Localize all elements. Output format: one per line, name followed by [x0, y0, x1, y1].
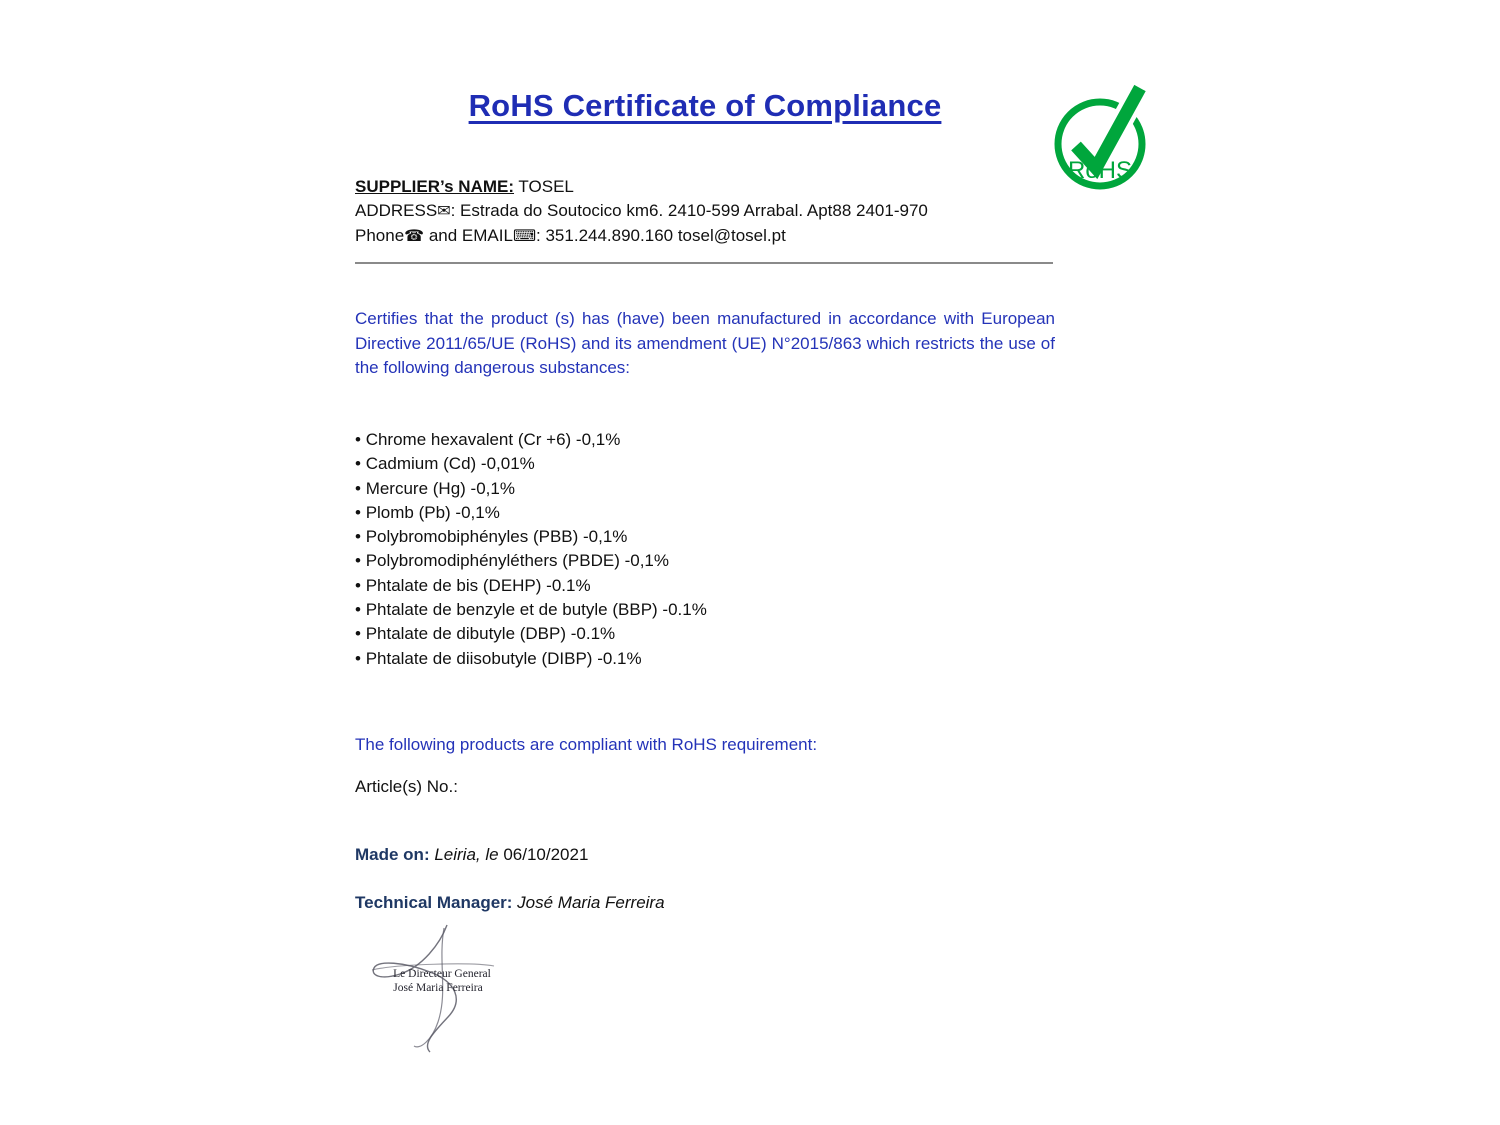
- certifies-paragraph: Certifies that the product (s) has (have) been manufactured in accordance with European Directive 2011/65/UE (RoHS) and its amendment (UE) N°2015/863 which restricts the use of the following dangerous substances:: [355, 309, 1055, 377]
- phone-icon: ☎: [404, 228, 425, 245]
- substance-item: • Mercure (Hg) -0,1%: [355, 477, 1115, 501]
- rohs-check-icon: [1048, 78, 1158, 190]
- substance-item: • Polybromobiphényles (PBB) -0,1%: [355, 525, 1115, 549]
- address-value: : Estrada do Soutocico km6. 2410-599 Arrabal. Apt88 2401-970: [450, 201, 928, 220]
- rohs-logo-label: RoHS: [1067, 157, 1133, 184]
- signature-name-text: José Maria Ferreira: [393, 982, 483, 994]
- substance-item: • Phtalate de bis (DEHP) -0.1%: [355, 574, 1115, 598]
- substance-item: • Chrome hexavalent (Cr +6) -0,1%: [355, 428, 1115, 452]
- signature-block: [352, 922, 552, 1057]
- substance-item: • Plomb (Pb) -0,1%: [355, 501, 1115, 525]
- page-title: RoHS Certificate of Compliance: [468, 88, 942, 123]
- envelope-icon: ✉: [437, 203, 451, 220]
- technical-manager-line: [355, 893, 665, 913]
- substance-item: • Phtalate de benzyle et de butyle (BBP) -0.1%: [355, 598, 1115, 622]
- supplier-name-label: SUPPLIER’s NAME:: [355, 177, 515, 196]
- made-on-date: 06/10/2021: [503, 845, 589, 864]
- computer-icon: ⌨: [512, 228, 537, 245]
- technical-manager-value: José Maria Ferreira: [512, 893, 665, 912]
- compliance-statement: The following products are compliant with RoHS requirement:: [355, 735, 818, 754]
- supplier-contact-line: [355, 224, 1075, 249]
- substance-item: • Phtalate de diisobutyle (DIBP) -0.1%: [355, 647, 1115, 671]
- signature-scribble: [352, 922, 552, 1057]
- substances-list: [355, 428, 1115, 671]
- supplier-address-line: [355, 199, 1075, 224]
- article-number-line: Article(s) No.:: [355, 777, 458, 796]
- made-on-label: Made on:: [355, 845, 430, 864]
- supplier-name-line: [355, 175, 1075, 199]
- made-on-line: [355, 845, 588, 865]
- substance-item: • Cadmium (Cd) -0,01%: [355, 452, 1115, 476]
- phone-label: Phone: [355, 226, 405, 245]
- substance-item: • Polybromodiphényléthers (PBDE) -0,1%: [355, 549, 1115, 573]
- supplier-block: [355, 175, 1075, 249]
- rohs-logo: [1048, 78, 1158, 190]
- supplier-name-value: TOSEL: [514, 177, 574, 196]
- contact-value: : 351.244.890.160 tosel@tosel.pt: [536, 226, 786, 245]
- address-label: ADDRESS: [355, 201, 438, 220]
- signature-title-text: Le Directeur General: [393, 968, 491, 980]
- technical-manager-label: Technical Manager:: [355, 893, 513, 912]
- email-label: and EMAIL: [424, 226, 513, 245]
- made-on-place: Leiria, le: [429, 845, 504, 864]
- divider-line: [355, 262, 1053, 264]
- substance-item: • Phtalate de dibutyle (DBP) -0.1%: [355, 622, 1115, 646]
